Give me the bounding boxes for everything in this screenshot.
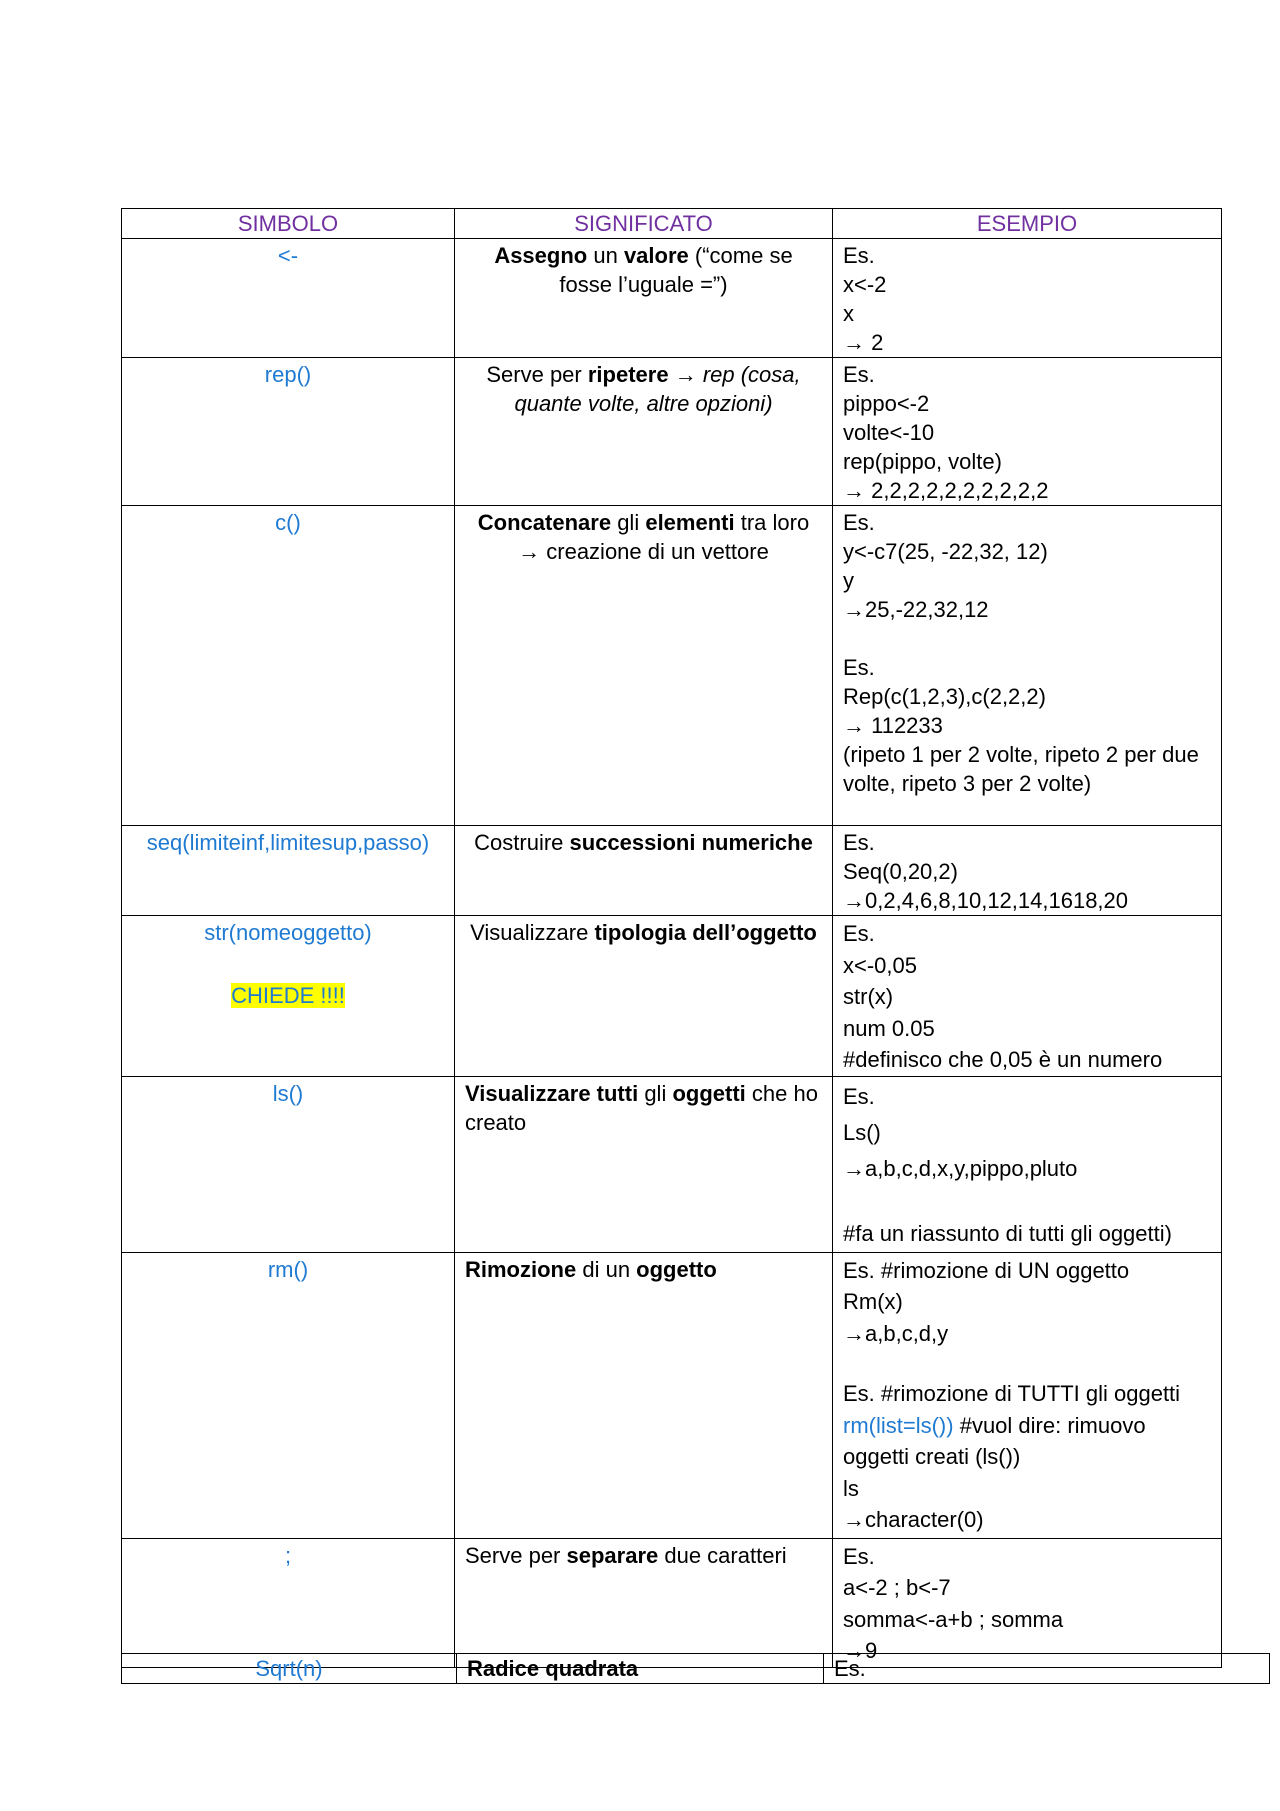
example-line: x<-2 bbox=[843, 272, 887, 297]
example-cell bbox=[833, 506, 1222, 826]
example-line: Rm(x) bbox=[843, 1289, 903, 1314]
example-line: → 2,2,2,2,2,2,2,2,2,2 bbox=[843, 478, 1049, 503]
symbol-cell bbox=[122, 358, 455, 506]
symbol-note-highlight: CHIEDE !!!! bbox=[231, 983, 345, 1008]
meaning-bold-text: oggetto bbox=[636, 1256, 717, 1282]
example-line: Es. bbox=[843, 921, 875, 946]
meaning-text: di un bbox=[576, 1256, 637, 1282]
example-cell bbox=[833, 1538, 1222, 1667]
example-line: str(x) bbox=[843, 984, 894, 1009]
example-line: pippo<-2 bbox=[843, 391, 930, 416]
example-line bbox=[843, 1410, 1211, 1473]
example-cell bbox=[833, 1252, 1222, 1538]
example-cell bbox=[833, 916, 1222, 1077]
symbol-text: rep() bbox=[264, 362, 312, 387]
table-row bbox=[122, 1076, 1222, 1252]
symbol-cell bbox=[122, 916, 455, 1077]
meaning-bold-text: Concatenare bbox=[477, 510, 612, 535]
example-line: Es. bbox=[843, 1543, 875, 1569]
symbol-cell bbox=[122, 239, 455, 358]
table-row bbox=[122, 239, 1222, 358]
meaning-bold-text: Assegno bbox=[494, 243, 588, 268]
example-line: Es. bbox=[843, 243, 875, 268]
blank-line bbox=[843, 624, 1211, 653]
example-line: x bbox=[843, 301, 854, 326]
example-line: ls bbox=[843, 1475, 859, 1501]
example-line: → 112233 bbox=[843, 713, 943, 738]
example-line: volte<-10 bbox=[843, 420, 935, 445]
meaning-text: gli bbox=[638, 1080, 673, 1106]
symbol-text: ls() bbox=[272, 1080, 304, 1106]
meaning-bold-text: tipologia dell’oggetto bbox=[594, 920, 817, 945]
example-line: Es. #rimozione di TUTTI gli oggetti bbox=[843, 1381, 1181, 1406]
meaning-cell bbox=[457, 1654, 824, 1684]
example-line: somma<-a+b ; somma bbox=[843, 1606, 1064, 1632]
meaning-text: che ho creato bbox=[465, 1080, 818, 1135]
meaning-cell bbox=[455, 1538, 833, 1667]
table-row bbox=[122, 358, 1222, 506]
header-meaning: SIGNIFICATO bbox=[455, 209, 833, 239]
blank-line bbox=[843, 1349, 1211, 1378]
example-comment: #vuol dire: rimuovo oggetti creati (ls()) bbox=[843, 1412, 1146, 1469]
example-line: Es. bbox=[843, 1083, 875, 1109]
example-cell bbox=[833, 358, 1222, 506]
symbol-cell bbox=[122, 506, 455, 826]
example-line: num 0.05 bbox=[843, 1015, 935, 1041]
example-line: →9 bbox=[843, 1638, 878, 1663]
example-line: a<-2 ; b<-7 bbox=[843, 1575, 951, 1600]
meaning-bold-text: valore bbox=[623, 243, 689, 268]
example-line: (ripeto 1 per 2 volte, ripeto 2 per due volte, ripeto 3 per 2 volte) bbox=[843, 742, 1199, 796]
meaning-cell bbox=[455, 1076, 833, 1252]
meaning-text: gli bbox=[611, 510, 646, 535]
example-line: Ls() bbox=[843, 1119, 881, 1145]
meaning-text: Serve per bbox=[465, 1542, 567, 1568]
symbol-cell: Sqrt(n) bbox=[122, 1654, 457, 1684]
symbol-text: ; bbox=[284, 1542, 292, 1568]
meaning-text: Visualizzare bbox=[470, 920, 595, 945]
meaning-text: due caratteri bbox=[658, 1542, 787, 1568]
example-line: →0,2,4,6,8,10,12,14,1618,20 bbox=[843, 888, 1129, 913]
example-line: Es. #rimozione di UN oggetto bbox=[843, 1257, 1130, 1283]
table-row bbox=[122, 506, 1222, 826]
symbol-cell bbox=[122, 1252, 455, 1538]
meaning-text: Costruire bbox=[474, 830, 570, 855]
meaning-cell bbox=[455, 916, 833, 1077]
table-row bbox=[122, 916, 1222, 1077]
meaning-text: Radice quadrata bbox=[467, 1656, 639, 1681]
meaning-cell bbox=[455, 506, 833, 826]
blank-line bbox=[843, 1187, 1211, 1216]
meaning-cell bbox=[455, 239, 833, 358]
header-symbol: SIMBOLO bbox=[122, 209, 455, 239]
meaning-cell bbox=[455, 826, 833, 916]
meaning-bold-text: elementi bbox=[645, 510, 735, 535]
symbol-cell bbox=[122, 1076, 455, 1252]
example-line: Es. bbox=[843, 830, 875, 855]
functions-table bbox=[121, 208, 1222, 1668]
meaning-bold-text: separare bbox=[566, 1542, 659, 1568]
example-line: →character(0) bbox=[843, 1507, 984, 1532]
example-line: →a,b,c,d,y bbox=[843, 1320, 949, 1346]
header-example: ESEMPIO bbox=[833, 209, 1222, 239]
meaning-bold-text: Visualizzare tutti bbox=[465, 1080, 639, 1106]
example-line: x<-0,05 bbox=[843, 952, 917, 978]
symbol-text: str(nomeoggetto) bbox=[204, 920, 372, 945]
meaning-text: Serve per bbox=[486, 362, 588, 387]
meaning-bold-text: Rimozione bbox=[465, 1256, 577, 1282]
example-line: y<-c7(25, -22,32, 12) bbox=[843, 539, 1048, 564]
meaning-bold-text: successioni numeriche bbox=[569, 830, 813, 855]
table-header-row bbox=[122, 209, 1222, 239]
example-line: Seq(0,20,2) bbox=[843, 859, 958, 884]
example-line: →25,-22,32,12 bbox=[843, 597, 989, 622]
meaning-text: tra loro → creazione di un vettore bbox=[518, 510, 810, 564]
symbol-text: rm() bbox=[267, 1256, 309, 1282]
table-row bbox=[122, 826, 1222, 916]
example-line: Rep(c(1,2,3),c(2,2,2) bbox=[843, 684, 1046, 709]
table-row bbox=[122, 1538, 1222, 1667]
example-line: →a,b,c,d,x,y,pippo,pluto bbox=[843, 1155, 1078, 1181]
example-cell bbox=[833, 1076, 1222, 1252]
meaning-text: → bbox=[668, 362, 703, 387]
meaning-text: un bbox=[587, 243, 624, 268]
symbol-text: seq(limiteinf,limitesup,passo) bbox=[146, 830, 430, 855]
example-code: rm(list=ls()) bbox=[843, 1412, 954, 1438]
meaning-bold-text: oggetti bbox=[672, 1080, 746, 1106]
example-line: Es. bbox=[843, 362, 875, 387]
meaning-bold-text: ripetere bbox=[587, 362, 669, 387]
example-line: → 2 bbox=[843, 330, 884, 355]
example-line: #definisco che 0,05 è un numero bbox=[843, 1047, 1163, 1072]
symbol-text: <- bbox=[277, 243, 299, 268]
table-row bbox=[122, 1654, 1270, 1684]
meaning-italic-text: rep (cosa, quante volte, altre opzioni) bbox=[514, 362, 801, 416]
example-line: Es. bbox=[843, 655, 875, 680]
example-cell bbox=[833, 826, 1222, 916]
example-line: rep(pippo, volte) bbox=[843, 449, 1002, 474]
example-cell: Es. bbox=[824, 1654, 1270, 1684]
example-line: Es. bbox=[843, 510, 875, 535]
sqrt-table bbox=[121, 1653, 1270, 1684]
symbol-text: c() bbox=[275, 510, 301, 535]
example-line: y bbox=[843, 568, 854, 593]
example-line: #fa un riassunto di tutti gli oggetti) bbox=[843, 1220, 1172, 1246]
meaning-cell bbox=[455, 1252, 833, 1538]
meaning-cell bbox=[455, 358, 833, 506]
symbol-cell bbox=[122, 826, 455, 916]
example-cell bbox=[833, 239, 1222, 358]
meaning-text: (“come se fosse l’uguale =”) bbox=[559, 243, 793, 297]
symbol-cell bbox=[122, 1538, 455, 1667]
table-row bbox=[122, 1252, 1222, 1538]
